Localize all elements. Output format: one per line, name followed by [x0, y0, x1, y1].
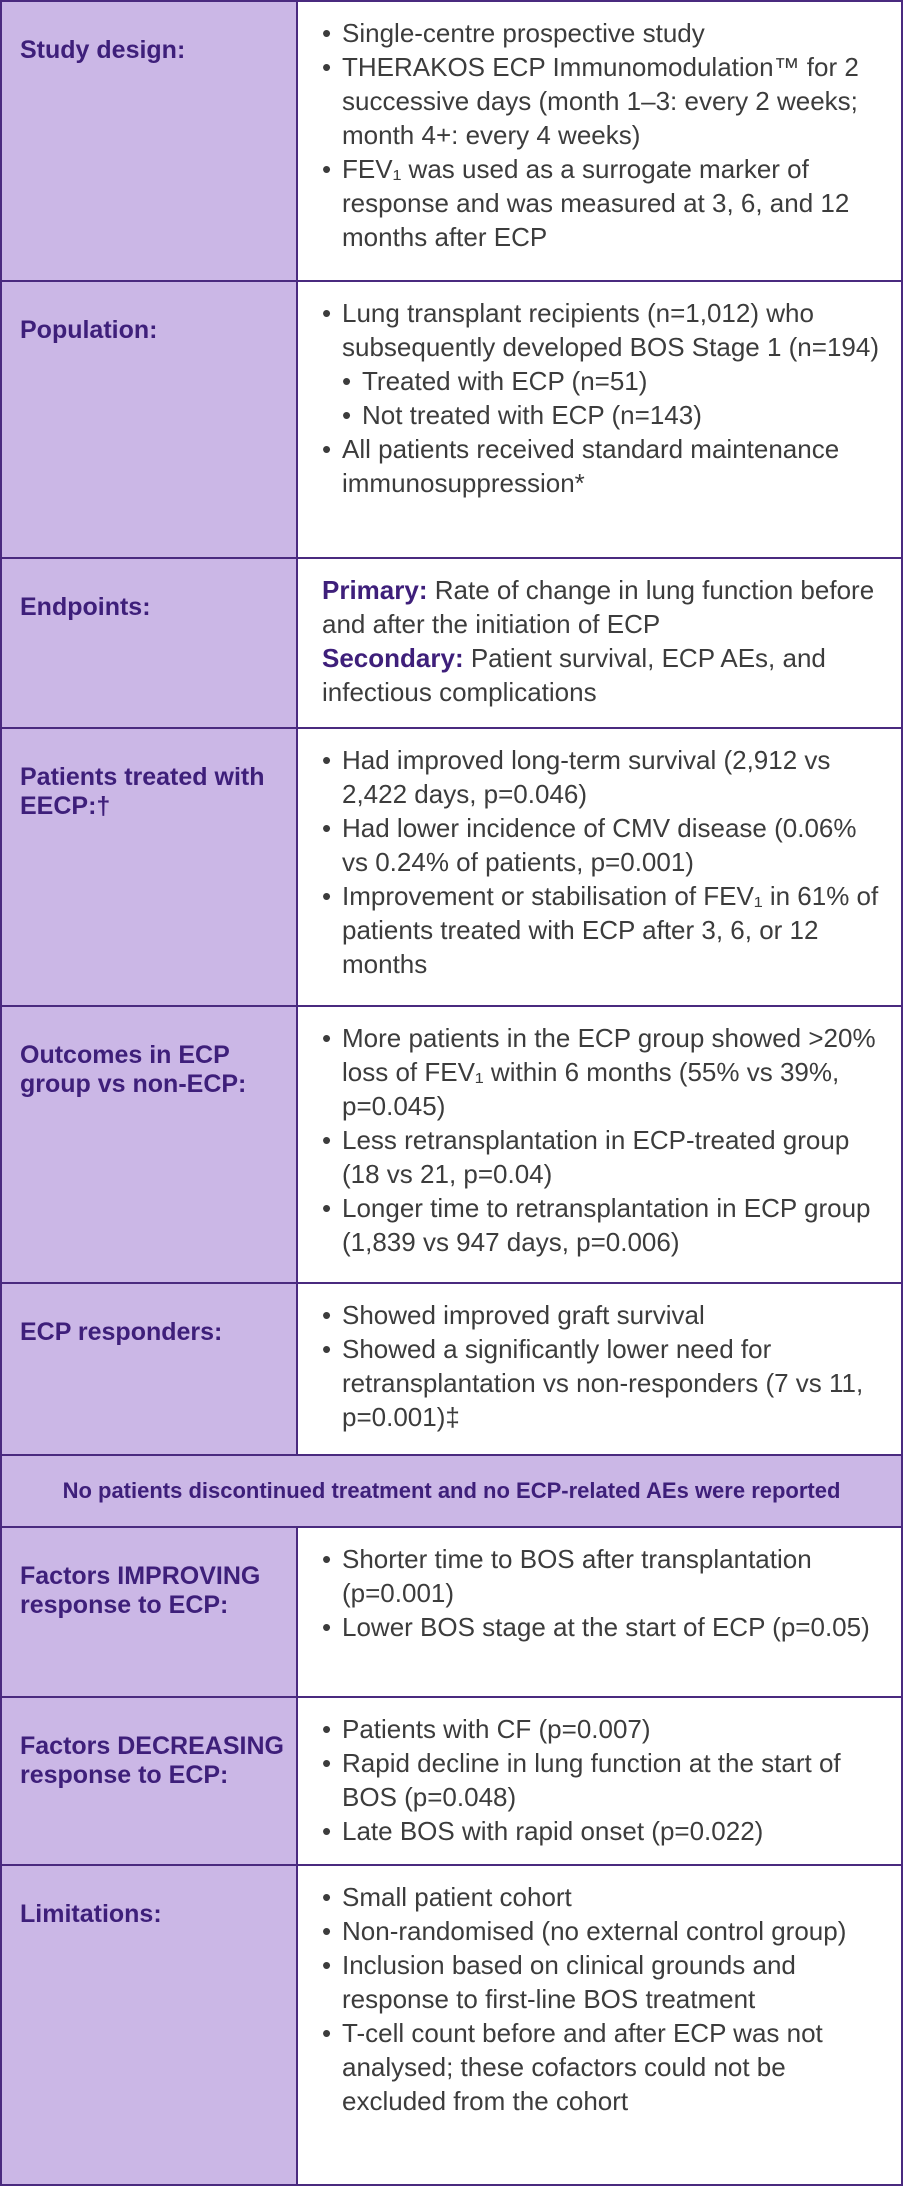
- bullet-item: • Longer time to retransplantation in ECP group (1,839 vs 947 days, p=0.006): [322, 1191, 889, 1259]
- row-content: [298, 729, 901, 1005]
- bullet-item: • Patients with CF (p=0.007): [322, 1712, 889, 1746]
- row-label: Patients treated with EECP:†: [2, 729, 298, 1005]
- row-label: Factors DECREASING response to ECP:: [2, 1698, 298, 1864]
- bullet-item: • FEV₁ was used as a surrogate marker of response and was measured at 3, 6, and 12 months after ECP: [322, 152, 889, 254]
- row-content: [298, 282, 901, 557]
- row-outcomes: [2, 1007, 901, 1284]
- row-ecp-responders: [2, 1284, 901, 1456]
- bullet-item: • Single-centre prospective study: [322, 16, 889, 50]
- row-label: Endpoints:: [2, 559, 298, 727]
- row-label: Limitations:: [2, 1866, 298, 2184]
- sub-bullet-item: • Not treated with ECP (n=143): [342, 398, 889, 432]
- row-content: [298, 1528, 901, 1696]
- bullet-item: • Showed a significantly lower need for retransplantation vs non-responders (7 vs 11, p=0.001)‡: [322, 1332, 889, 1434]
- row-patients-treated: [2, 729, 901, 1007]
- sub-bullet-item: • Treated with ECP (n=51): [342, 364, 889, 398]
- row-content: [298, 1866, 901, 2184]
- bullet-item: • T-cell count before and after ECP was not analysed; these cofactors could not be excluded from the cohort: [322, 2016, 889, 2118]
- bullet-item: • Late BOS with rapid onset (p=0.022): [322, 1814, 889, 1848]
- bullet-item: • Small patient cohort: [322, 1880, 889, 1914]
- row-label: Study design:: [2, 2, 298, 280]
- bullet-item: • Rapid decline in lung function at the start of BOS (p=0.048): [322, 1746, 889, 1814]
- bullet-item: • Shorter time to BOS after transplantation (p=0.001): [322, 1542, 889, 1610]
- bullet-item: • Non-randomised (no external control group): [322, 1914, 889, 1948]
- full-width-note: No patients discontinued treatment and no ECP-related AEs were reported: [2, 1456, 901, 1528]
- row-factors-decreasing: [2, 1698, 901, 1866]
- bullet-item: • THERAKOS ECP Immunomodulation™ for 2 successive days (month 1–3: every 2 weeks; month 4+: every 4 weeks): [322, 50, 889, 152]
- row-label: Factors IMPROVING response to ECP:: [2, 1528, 298, 1696]
- primary-text: Rate of change in lung function before and after the initiation of ECP: [322, 575, 875, 639]
- bullet-item: • Lung transplant recipients (n=1,012) who subsequently developed BOS Stage 1 (n=194): [322, 296, 889, 364]
- primary-endpoint: [322, 573, 889, 641]
- bullet-item: • More patients in the ECP group showed >20% loss of FEV₁ within 6 months (55% vs 39%, p=0.045): [322, 1021, 889, 1123]
- bullet-item: • Showed improved graft survival: [322, 1298, 889, 1332]
- bullet-item: • Lower BOS stage at the start of ECP (p=0.05): [322, 1610, 889, 1644]
- bullet-item: • All patients received standard maintenance immunosuppression*: [322, 432, 889, 500]
- secondary-endpoint: [322, 641, 889, 709]
- secondary-text: Patient survival, ECP AEs, and infectious complications: [322, 643, 826, 707]
- row-content: [298, 1007, 901, 1282]
- primary-label: Primary:: [322, 575, 428, 605]
- row-content: [298, 1698, 901, 1864]
- row-content: [298, 559, 901, 727]
- bullet-item: • Had lower incidence of CMV disease (0.06% vs 0.24% of patients, p=0.001): [322, 811, 889, 879]
- row-content: [298, 1284, 901, 1454]
- bullet-item: • Had improved long-term survival (2,912 vs 2,422 days, p=0.046): [322, 743, 889, 811]
- bullet-item: • Improvement or stabilisation of FEV₁ in 61% of patients treated with ECP after 3, 6, or 12 months: [322, 879, 889, 981]
- secondary-label: Secondary:: [322, 643, 464, 673]
- row-content: [298, 2, 901, 280]
- bullet-item: • Inclusion based on clinical grounds and response to first-line BOS treatment: [322, 1948, 889, 2016]
- bullet-item: • Less retransplantation in ECP-treated group (18 vs 21, p=0.04): [322, 1123, 889, 1191]
- row-label: Population:: [2, 282, 298, 557]
- row-label: ECP responders:: [2, 1284, 298, 1454]
- row-limitations: [2, 1866, 901, 2184]
- row-factors-improving: [2, 1528, 901, 1698]
- row-study-design: [2, 2, 901, 282]
- row-endpoints: [2, 559, 901, 729]
- row-label: Outcomes in ECP group vs non-ECP:: [2, 1007, 298, 1282]
- row-population: [2, 282, 901, 559]
